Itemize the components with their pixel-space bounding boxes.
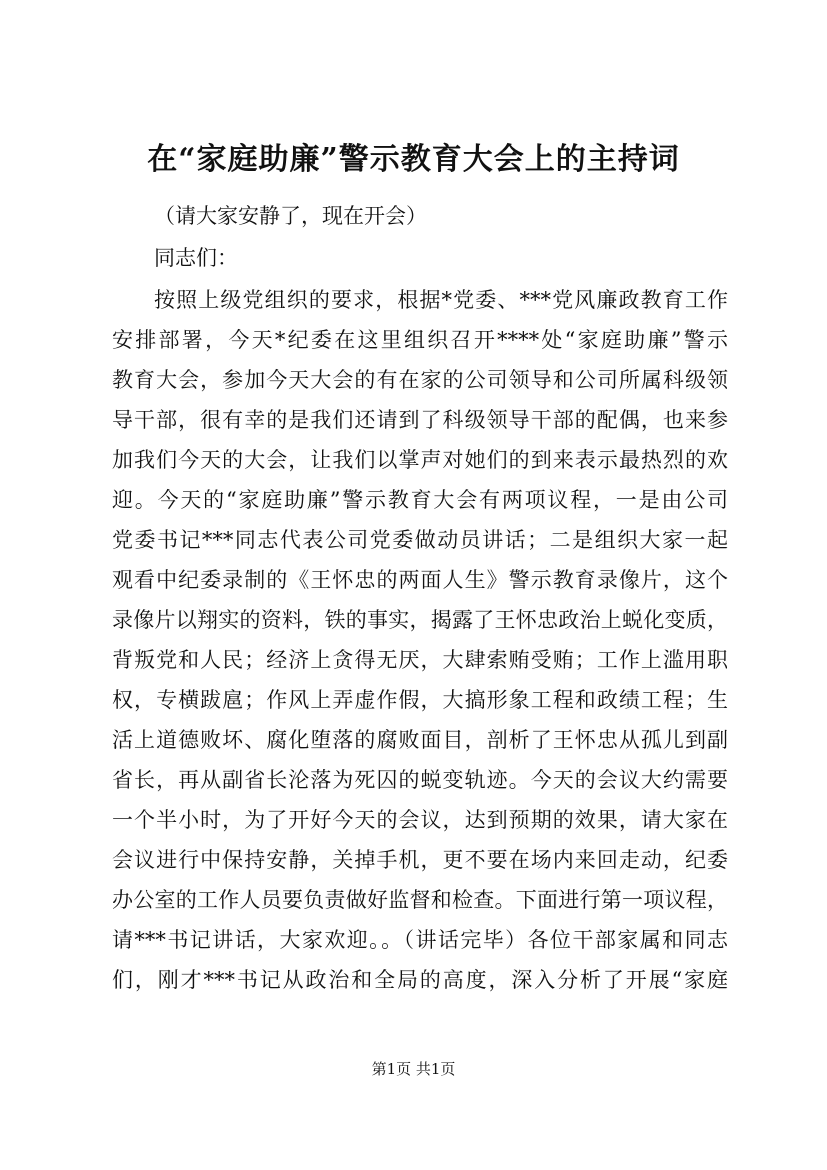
body-line: 教育大会，参加今天大会的有在家的公司领导和公司所属科级领: [112, 368, 728, 392]
body-line: 按照上级党组织的要求，根据*党委、***党风廉政教育工作: [154, 288, 728, 312]
body-line: 省长，再从副省长沦落为死囚的蜕变轨迹。今天的会议大约需要: [112, 768, 728, 792]
page-number-footer: 第1页 共1页: [371, 1060, 456, 1078]
body-line: 们，刚才***书记从政治和全局的高度，深入分析了开展“家庭: [112, 968, 728, 992]
body-line: 活上道德败坏、腐化堕落的腐败面目，剖析了王怀忠从孤儿到副: [112, 728, 728, 752]
body-line: 会议进行中保持安静，关掉手机，更不要在场内来回走动，纪委: [112, 848, 728, 872]
document-title: 在“家庭助廉”警示教育大会上的主持词: [147, 142, 680, 177]
body-line: 加我们今天的大会，让我们以掌声对她们的到来表示最热烈的欢: [112, 448, 728, 472]
body-line: 办公室的工作人员要负责做好监督和检查。下面进行第一项议程，: [112, 888, 728, 912]
body-line: 权，专横跋扈；作风上弄虚作假，大搞形象工程和政绩工程；生: [112, 688, 728, 712]
subtitle: （请大家安静了，现在开会）: [154, 204, 427, 228]
body-line: 安排部署，今天*纪委在这里组织召开****处“家庭助廉”警示: [112, 328, 728, 352]
body-line: 背叛党和人民；经济上贪得无厌，大肆索贿受贿；工作上滥用职: [112, 648, 728, 672]
salutation: 同志们：: [154, 246, 238, 270]
body-line: 观看中纪委录制的《王怀忠的两面人生》警示教育录像片，这个: [112, 568, 728, 592]
body-line: 录像片以翔实的资料，铁的事实，揭露了王怀忠政治上蜕化变质，: [112, 608, 728, 632]
body-line: 党委书记***同志代表公司党委做动员讲话；二是组织大家一起: [112, 528, 728, 552]
body-line: 一个半小时，为了开好今天的会议，达到预期的效果，请大家在: [112, 808, 728, 832]
body-line: 请***书记讲话，大家欢迎。。（讲话完毕）各位干部家属和同志: [112, 928, 728, 952]
body-line: 导干部，很有幸的是我们还请到了科级领导干部的配偶，也来参: [112, 408, 728, 432]
body-line: 迎。今天的“家庭助廉”警示教育大会有两项议程，一是由公司: [112, 488, 728, 512]
